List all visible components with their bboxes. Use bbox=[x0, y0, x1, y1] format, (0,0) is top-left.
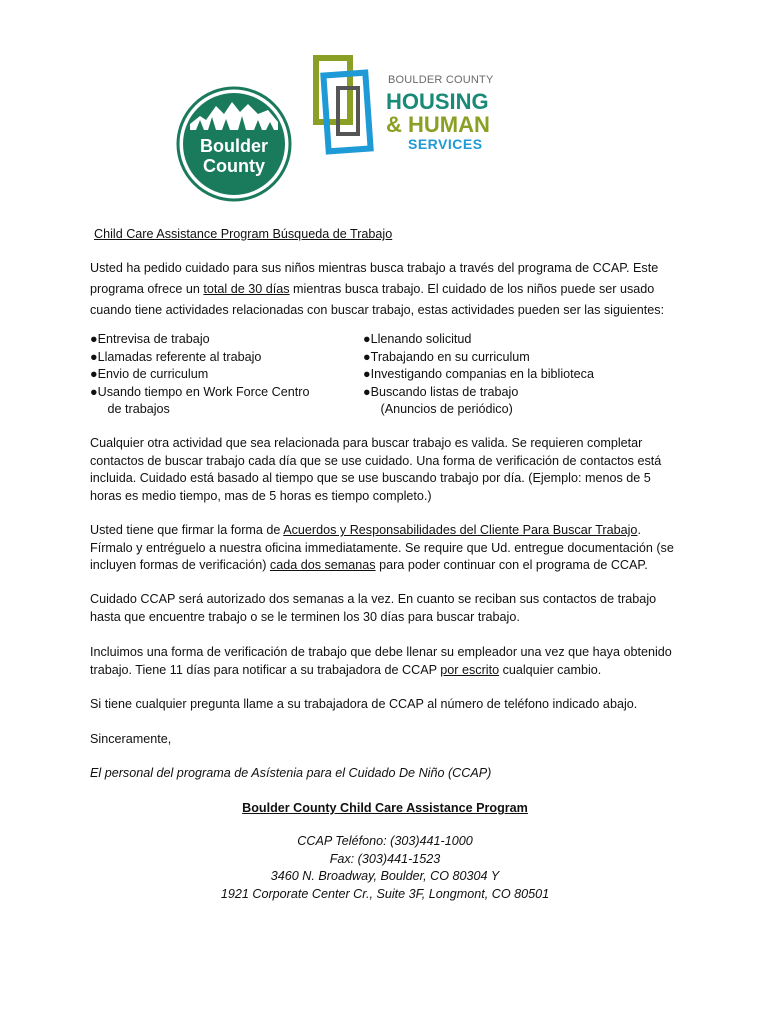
activity-item: de trabajos bbox=[90, 402, 170, 416]
footer-phone: CCAP Teléfono: (303)441-1000 bbox=[297, 834, 473, 848]
paragraph-questions: Si tiene cualquier pregunta llame a su trabajadora de CCAP al número de teléfono indicado abajo. bbox=[90, 697, 638, 711]
activity-item: ●Buscando listas de trabajo bbox=[363, 384, 519, 399]
activity-item: (Anuncios de periódico) bbox=[363, 402, 513, 416]
in-writing-underlined: por escrito bbox=[440, 662, 500, 677]
hhs-logo bbox=[312, 54, 502, 158]
agreement-text-2: . Fírmalo y entréguelo a nuestra oficina immediatamente. Se require que Ud. entregue documentación (se incluyen formas de verificación) bbox=[90, 523, 674, 572]
intro-text-end: mientras busca trabajo. El cuidado de los niños puede ser usado cuando tiene actividades relacionadas con buscar trabajo, estas actividades pueden ser las siguientes: bbox=[90, 282, 665, 317]
paragraph-intro bbox=[90, 258, 690, 321]
activity-item: ●Llenando solicitud bbox=[363, 332, 472, 346]
paragraph-agreement bbox=[90, 522, 675, 575]
activity-item: ●Usando tiempo en Work Force Centro bbox=[90, 384, 310, 399]
logo-text-county: County bbox=[203, 156, 265, 176]
intro-underlined: total de 30 días bbox=[203, 282, 290, 296]
verification-text-end: cualquier cambio. bbox=[499, 662, 602, 677]
footer-address-1: 3460 N. Broadway, Boulder, CO 80304 Y bbox=[270, 869, 500, 883]
biweekly-underlined: cada dos semanas bbox=[269, 558, 376, 572]
hhs-logo-mark bbox=[312, 54, 384, 158]
agreement-form-link: Acuerdos y Responsabilidades del Cliente Para Buscar Trabajo bbox=[283, 523, 638, 537]
paragraph-verification bbox=[90, 644, 690, 679]
hhs-line4: SERVICES bbox=[408, 136, 483, 152]
footer-fax: Fax: (303)441-1523 bbox=[329, 852, 441, 866]
paragraph-authorization: Cuidado CCAP será autorizado dos semanas a la vez. En cuanto se reciban sus contactos de trabajo hasta que encuentre trabajo o se le terminen los 30 días para buscar trabajo. bbox=[90, 592, 657, 624]
hhs-line2: HOUSING bbox=[386, 89, 489, 114]
signature: El personal del programa de Asístenia para el Cuidado De Niño (CCAP) bbox=[90, 766, 492, 780]
intro-text-start: Usted ha pedido cuidado para sus niños mientras busca trabajo a través del programa de CCAP. Este programa ofrece un bbox=[90, 261, 659, 296]
agreement-text-1: Usted tiene que firmar la forma de bbox=[90, 523, 284, 537]
boulder-county-logo-graphic bbox=[176, 86, 292, 202]
footer-address-2: 1921 Corporate Center Cr., Suite 3F, Longmont, CO 80501 bbox=[220, 887, 550, 901]
verification-text-start: Incluimos una forma de verificación de trabajo que debe llenar su empleador una vez que haya obtenido trabajo. Tiene 11 días para notificar a su trabajadora de CCAP bbox=[90, 645, 672, 677]
activity-item: ●Investigando companias en la biblioteca bbox=[363, 367, 594, 381]
activities-right-column bbox=[363, 331, 663, 419]
paragraph-activities: Cualquier otra actividad que sea relacionada para buscar trabajo es valida. Se requieren completar contactos de buscar trabajo cada día que se use cuidado. Una forma de verificación de contactos está incluida. Cuidado está basado al tiempo que se use buscando trabajo por día. (Ejemplo: menos de 5 horas es medio tiempo, mas de 5 horas es tiempo completo.) bbox=[90, 436, 662, 503]
closing: Sinceramente, bbox=[90, 732, 172, 746]
footer-org: Boulder County Child Care Assistance Program bbox=[242, 801, 528, 815]
activity-item: ●Entrevisa de trabajo bbox=[90, 332, 210, 346]
agreement-text-3: para poder continuar con el programa de CCAP. bbox=[375, 558, 648, 572]
logo-text-boulder: Boulder bbox=[199, 136, 269, 156]
hhs-line1: BOULDER COUNTY bbox=[388, 74, 494, 86]
activities-left-column bbox=[90, 331, 340, 419]
activity-item: ●Envio de curriculum bbox=[90, 367, 209, 381]
boulder-county-logo bbox=[176, 86, 292, 202]
letter-title: Child Care Assistance Program Búsqueda de Trabajo bbox=[94, 227, 393, 241]
activity-item: ●Llamadas referente al trabajo bbox=[90, 349, 262, 364]
hhs-line3: & HUMAN bbox=[386, 112, 490, 137]
activity-item: ●Trabajando en su curriculum bbox=[363, 349, 530, 364]
